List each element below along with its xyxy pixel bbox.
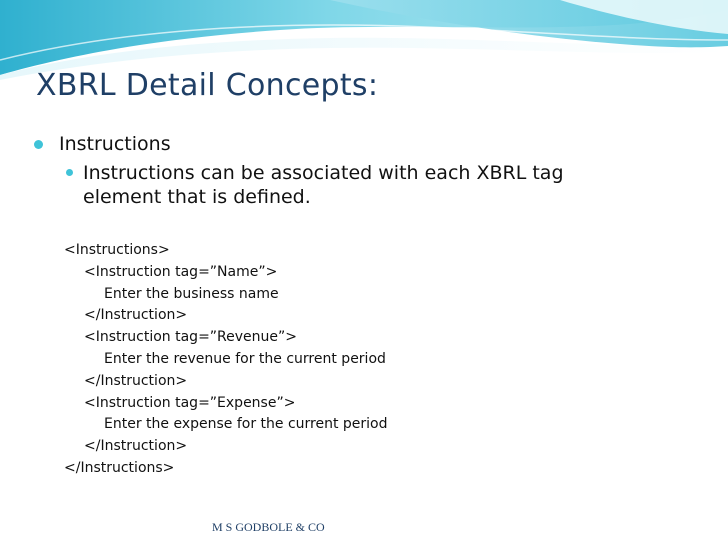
code-line: Enter the business name [104,285,279,302]
bullet-text: Instructions can be associated with each XBRL tag element that is defined. [83,162,564,208]
code-line: <Instruction tag=”Name”> [84,263,278,280]
bullet-level2 [66,161,626,209]
xml-code-block [64,240,388,480]
bullet-text: Instructions [59,133,171,155]
bullet-dot-icon [34,140,43,149]
code-line: </Instructions> [64,459,175,476]
code-line: </Instruction> [84,438,188,455]
code-line: Enter the expense for the current period [104,416,388,433]
slide-footer: M S GODBOLE & CO [212,520,325,534]
code-line: <Instructions> [64,242,170,258]
code-line: </Instruction> [84,372,188,389]
slide-title: XBRL Detail Concepts: [36,68,379,103]
code-line: </Instruction> [84,307,188,324]
code-line: <Instruction tag=”Revenue”> [84,329,298,346]
code-line: <Instruction tag=”Expense”> [84,394,296,411]
code-line: Enter the revenue for the current period [104,350,386,367]
bullet-dot-icon [66,169,73,176]
